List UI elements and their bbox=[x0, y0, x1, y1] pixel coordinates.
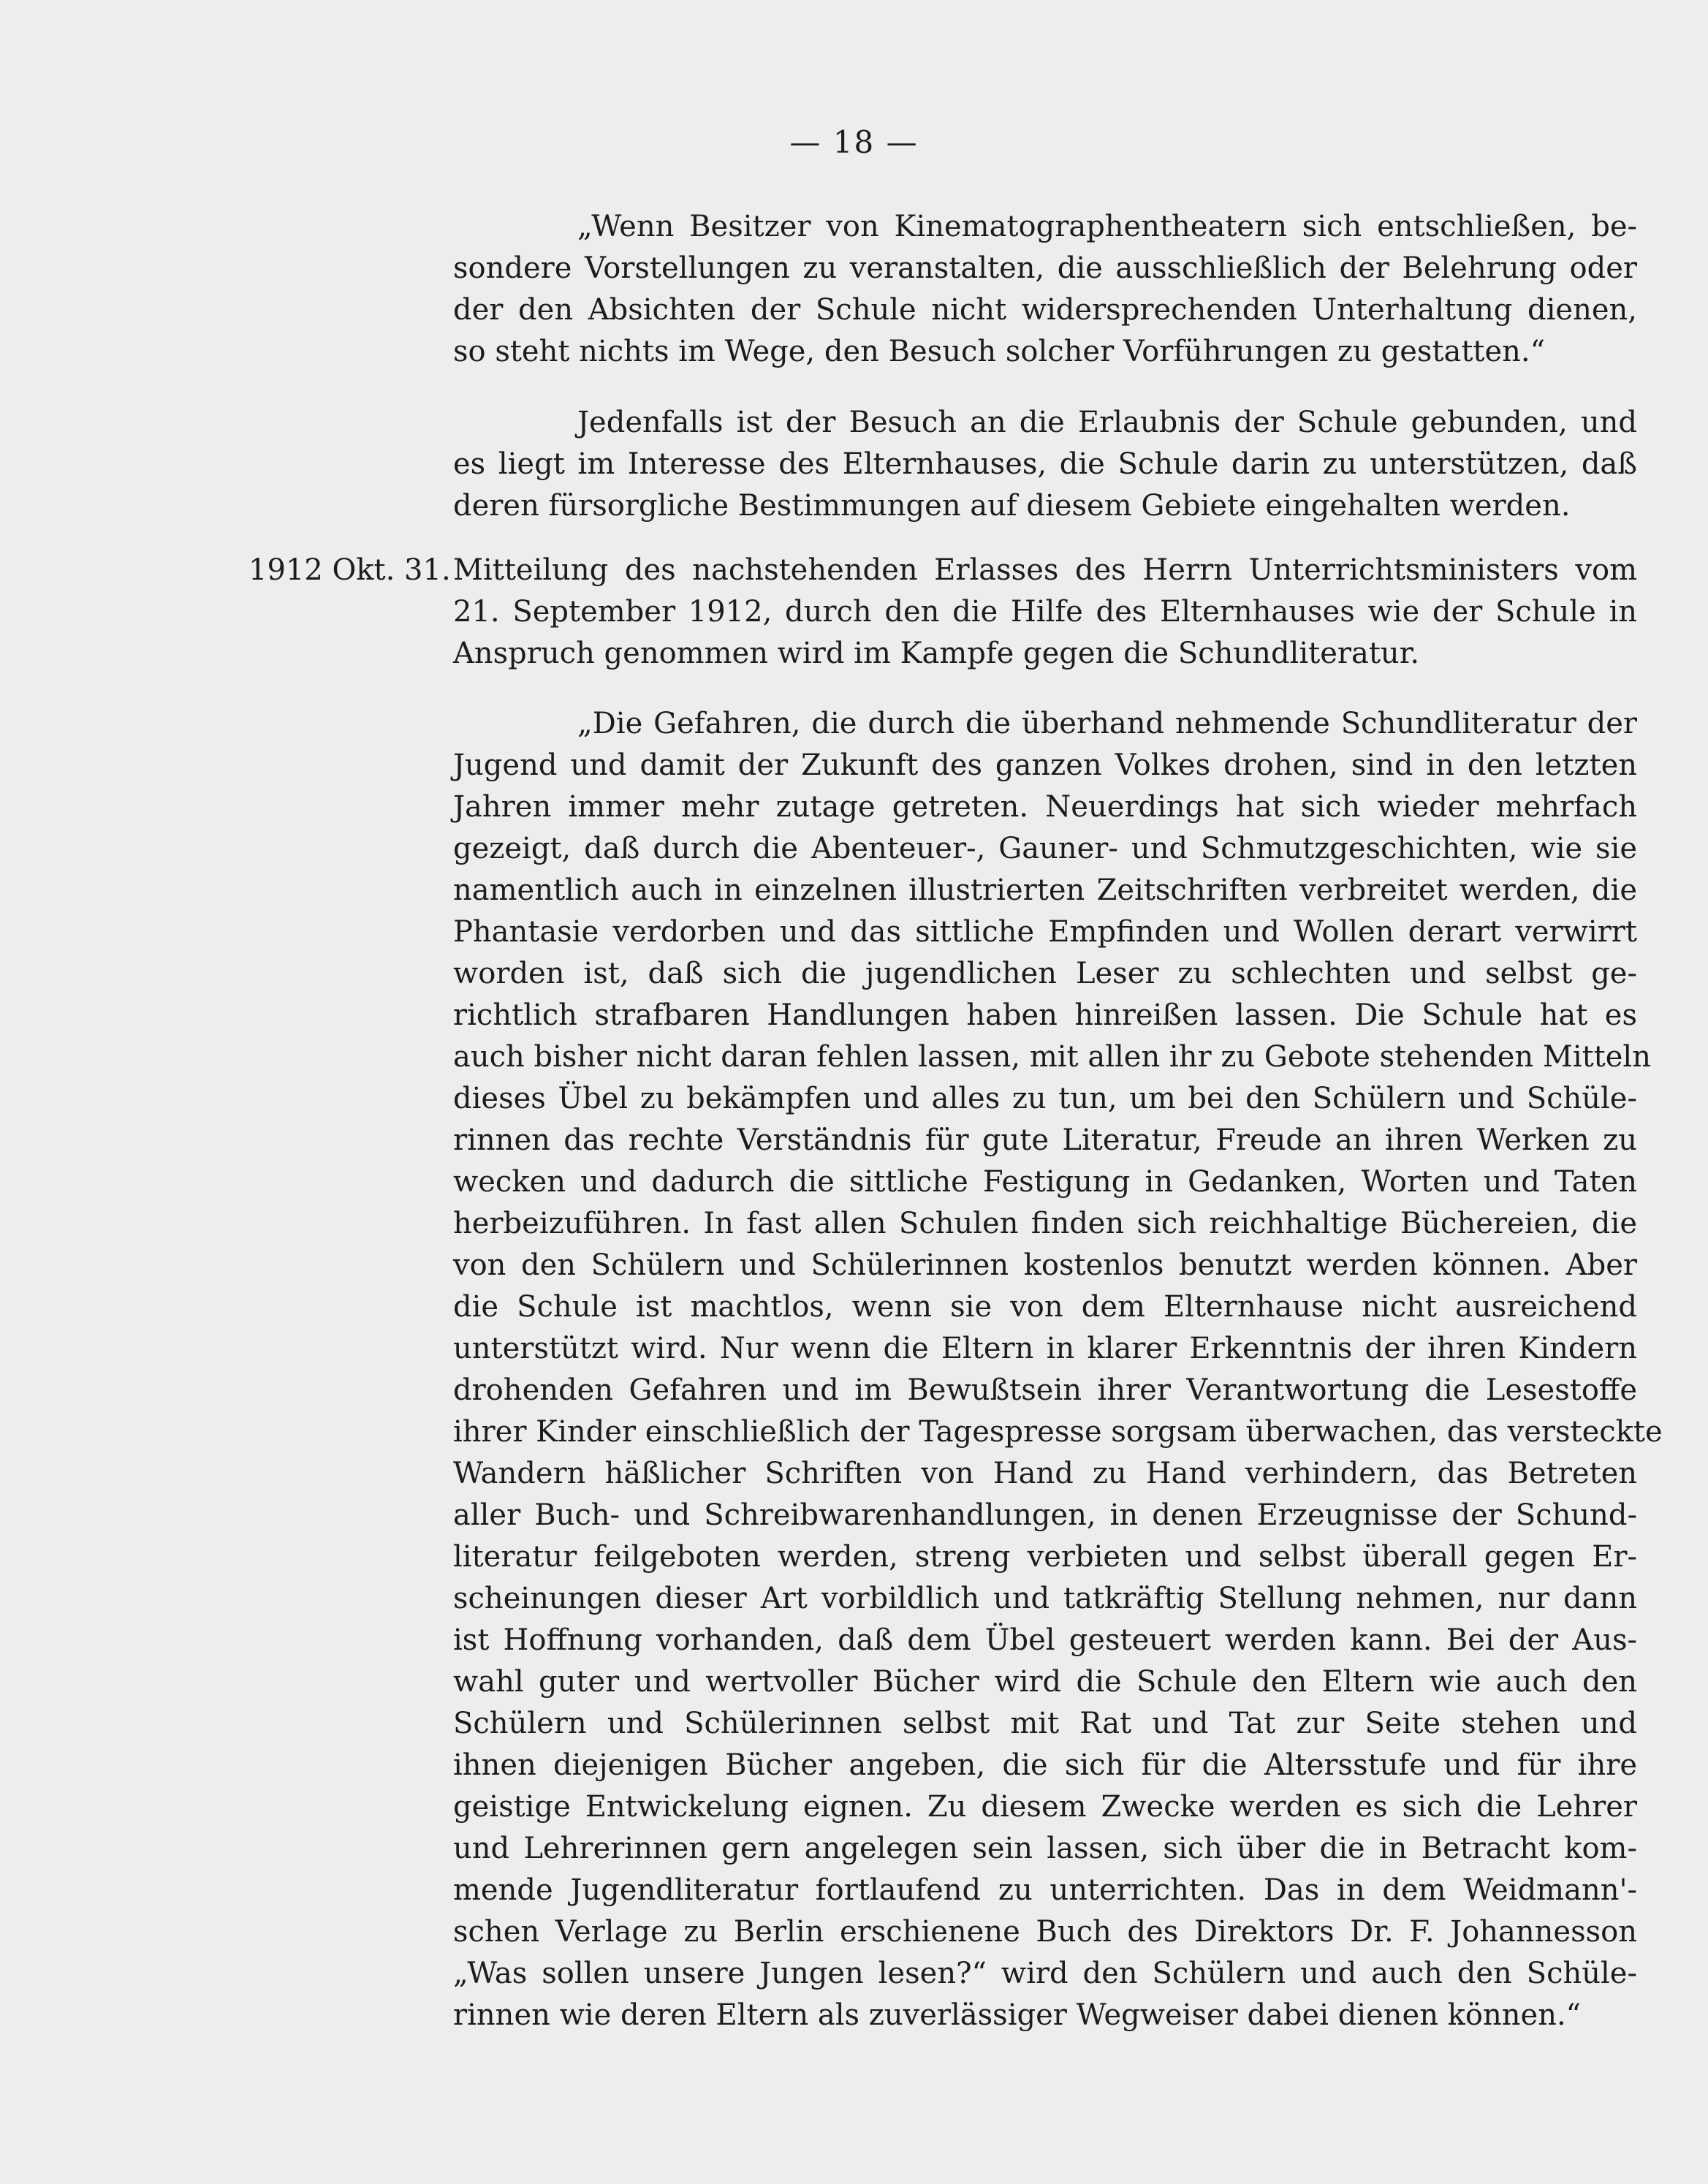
text-line: sondere Vorstellungen zu veranstalten, die ausschließlich der Belehrung oder bbox=[453, 251, 1637, 285]
text-line: von den Schülern und Schülerinnen kostenlos benutzt werden können. Aber bbox=[453, 1248, 1637, 1282]
paragraph-erlaubnis bbox=[453, 402, 1637, 527]
text-line: gezeigt, daß durch die Abenteuer-, Gauner- und Schmutzgeschichten, wie sie bbox=[453, 832, 1637, 865]
text-line: „Was sollen unsere Jungen lesen?“ wird den Schülern und auch den Schüle- bbox=[453, 1957, 1637, 1990]
text-line: deren fürsorgliche Bestimmungen auf diesem Gebiete eingehalten werden. bbox=[453, 489, 1571, 523]
text-line: geistige Entwickelung eignen. Zu diesem Zwecke werden es sich die Lehrer bbox=[453, 1790, 1637, 1824]
text-line: ihrer Kinder einschließlich der Tagespresse sorgsam überwachen, das versteckte bbox=[453, 1415, 1663, 1449]
text-line: literatur feilgeboten werden, streng verbieten und selbst überall gegen Er- bbox=[453, 1540, 1637, 1574]
text-line: Jahren immer mehr zutage getreten. Neuerdings hat sich wieder mehrfach bbox=[453, 790, 1637, 824]
text-line: rinnen das rechte Verständnis für gute Literatur, Freude an ihren Werken zu bbox=[453, 1123, 1637, 1157]
entry-date: 1912 Okt. 31. bbox=[248, 553, 451, 587]
text-line: wahl guter und wertvoller Bücher wird die Schule den Eltern wie auch den bbox=[453, 1665, 1637, 1699]
text-line: drohenden Gefahren und im Bewußtsein ihrer Verantwortung die Lesestoffe bbox=[453, 1373, 1637, 1407]
text-line: Anspruch genommen wird im Kampfe gegen die Schundliteratur. bbox=[453, 637, 1420, 670]
text-line: scheinungen dieser Art vorbildlich und tatkräftig Stellung nehmen, nur dann bbox=[453, 1582, 1637, 1615]
text-line: „Wenn Besitzer von Kinematographentheatern sich entschließen, be- bbox=[577, 210, 1637, 243]
text-line: rinnen wie deren Eltern als zuverlässiger Wegweiser dabei dienen können.“ bbox=[453, 1998, 1582, 2032]
text-line: herbeizuführen. In fast allen Schulen finden sich reichhaltige Büchereien, die bbox=[453, 1207, 1637, 1240]
text-line: worden ist, daß sich die jugendlichen Leser zu schlechten und selbst ge- bbox=[453, 957, 1637, 990]
text-line: 21. September 1912, durch den die Hilfe des Elternhauses wie der Schule in bbox=[453, 595, 1637, 629]
text-line: namentlich auch in einzelnen illustrierten Zeitschriften verbreitet werden, die bbox=[453, 873, 1637, 907]
text-line: es liegt im Interesse des Elternhauses, die Schule darin zu unterstützen, daß bbox=[453, 447, 1637, 481]
text-line: ihnen diejenigen Bücher angeben, die sich für die Altersstufe und für ihre bbox=[453, 1748, 1637, 1782]
text-line: die Schule ist machtlos, wenn sie von dem Elternhause nicht ausreichend bbox=[453, 1290, 1637, 1324]
text-line: Phantasie verdorben und das sittliche Empfinden und Wollen derart verwirrt bbox=[453, 915, 1637, 949]
text-line: der den Absichten der Schule nicht widersprechenden Unterhaltung dienen, bbox=[453, 293, 1637, 327]
text-line: so steht nichts im Wege, den Besuch solcher Vorführungen zu gestatten.“ bbox=[453, 335, 1546, 368]
quote-kinematograph bbox=[453, 206, 1637, 373]
text-line: ist Hoffnung vorhanden, daß dem Übel gesteuert werden kann. Bei der Aus- bbox=[453, 1623, 1637, 1657]
page-number: — 18 — bbox=[789, 124, 919, 160]
text-line: Jedenfalls ist der Besuch an die Erlaubnis der Schule gebunden, und bbox=[577, 406, 1637, 439]
text-line: „Die Gefahren, die durch die überhand nehmende Schundliteratur der bbox=[577, 707, 1637, 740]
text-line: Schülern und Schülerinnen selbst mit Rat und Tat zur Seite stehen und bbox=[453, 1707, 1637, 1740]
quote-schundliteratur bbox=[453, 703, 1663, 2036]
text-line: Mitteilung des nachstehenden Erlasses des Herrn Unterrichtsministers vom bbox=[453, 553, 1637, 587]
text-line: und Lehrerinnen gern angelegen sein lassen, sich über die in Betracht kom- bbox=[453, 1832, 1637, 1865]
text-line: Jugend und damit der Zukunft des ganzen Volkes drohen, sind in den letzten bbox=[453, 748, 1637, 782]
text-line: schen Verlage zu Berlin erschienene Buch des Direktors Dr. F. Johannesson bbox=[453, 1915, 1637, 1949]
text-line: richtlich strafbaren Handlungen haben hinreißen lassen. Die Schule hat es bbox=[453, 998, 1637, 1032]
text-line: Wandern häßlicher Schriften von Hand zu Hand verhindern, das Betreten bbox=[453, 1457, 1637, 1490]
text-line: aller Buch- und Schreibwarenhandlungen, in denen Erzeugnisse der Schund- bbox=[453, 1498, 1637, 1532]
text-line: unterstützt wird. Nur wenn die Eltern in klarer Erkenntnis der ihren Kindern bbox=[453, 1332, 1637, 1365]
text-line: mende Jugendliteratur fortlaufend zu unterrichten. Das in dem Weidmann'- bbox=[453, 1873, 1637, 1907]
entry-mitteilung bbox=[453, 550, 1637, 675]
text-line: auch bisher nicht daran fehlen lassen, mit allen ihr zu Gebote stehenden Mitteln bbox=[453, 1040, 1651, 1074]
text-line: wecken und dadurch die sittliche Festigung in Gedanken, Worten und Taten bbox=[453, 1165, 1637, 1199]
text-line: dieses Übel zu bekämpfen und alles zu tun, um bei den Schülern und Schüle- bbox=[453, 1082, 1637, 1115]
